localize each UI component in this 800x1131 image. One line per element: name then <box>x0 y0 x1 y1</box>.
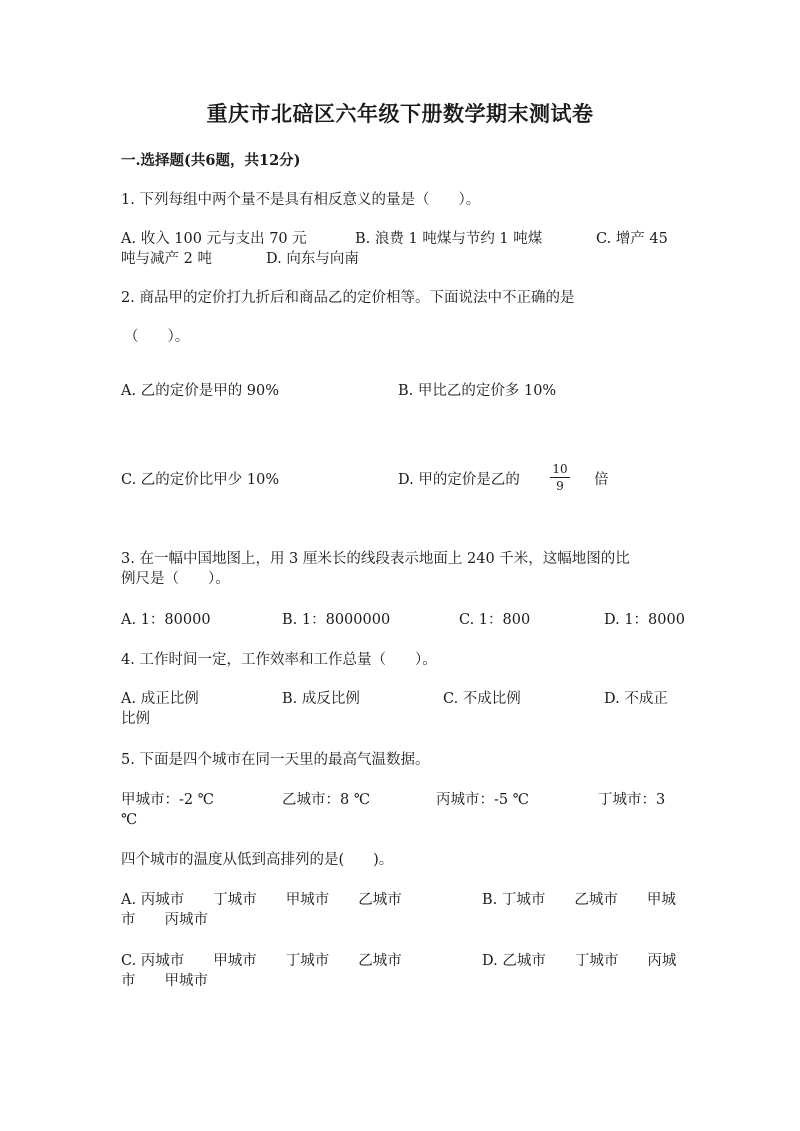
q4-option-a[interactable]: A. 成正比例 <box>121 691 199 707</box>
question-3-stem-continued: 例尺是（ ）。 <box>121 571 230 587</box>
q2-option-d-suffix: 倍 <box>594 472 609 488</box>
city-ding-temp-continued: ℃ <box>121 812 138 828</box>
question-3-stem: 3. 在一幅中国地图上，用 3 厘米长的线段表示地面上 240 千米，这幅地图的比 <box>121 551 630 567</box>
city-jia-temp: 甲城市：-2 ℃ <box>121 792 214 808</box>
q4-option-d-continued: 比例 <box>121 711 150 727</box>
fraction-numerator: 10 <box>552 462 568 476</box>
q4-option-b[interactable]: B. 成反比例 <box>282 691 360 707</box>
question-2-stem: 2. 商品甲的定价打九折后和商品乙的定价相等。下面说法中不正确的是 <box>121 290 575 306</box>
question-5-stem: 5. 下面是四个城市在同一天里的最高气温数据。 <box>121 752 430 768</box>
q5-option-d[interactable]: D. 乙城市 丁城市 丙城 <box>482 953 677 969</box>
q5-option-d-continued: 市 甲城市 <box>121 973 208 989</box>
question-5-question: 四个城市的温度从低到高排列的是( )。 <box>121 852 394 868</box>
city-bing-temp: 丙城市：-5 ℃ <box>436 792 529 808</box>
q2-option-b[interactable]: B. 甲比乙的定价多 10% <box>398 383 557 399</box>
q5-option-b[interactable]: B. 丁城市 乙城市 甲城 <box>482 892 676 908</box>
q5-option-b-continued: 市 丙城市 <box>121 912 208 928</box>
city-ding-temp: 丁城市：3 <box>598 792 666 808</box>
q1-option-c-continued: 吨与减产 2 吨 <box>121 251 212 267</box>
q4-option-c[interactable]: C. 不成比例 <box>443 691 521 707</box>
q4-option-d[interactable]: D. 不成正 <box>604 691 668 707</box>
q2-option-a[interactable]: A. 乙的定价是甲的 90% <box>121 383 280 399</box>
q1-option-a[interactable]: A. 收入 100 元与支出 70 元 <box>121 231 307 247</box>
q5-option-a[interactable]: A. 丙城市 丁城市 甲城市 乙城市 <box>121 892 402 908</box>
section-heading: 一.选择题(共6题，共12分) <box>121 152 301 169</box>
q1-option-c[interactable]: C. 增产 45 <box>596 231 668 247</box>
question-2-stem-continued: （ ）。 <box>124 329 190 345</box>
question-4-stem: 4. 工作时间一定，工作效率和工作总量（ ）。 <box>121 652 437 668</box>
q1-option-b[interactable]: B. 浪费 1 吨煤与节约 1 吨煤 <box>355 231 543 247</box>
fraction-denominator: 9 <box>556 479 564 493</box>
q2-option-d-fraction <box>550 462 570 493</box>
page-title: 重庆市北碚区六年级下册数学期末测试卷 <box>206 101 594 126</box>
q5-option-c[interactable]: C. 丙城市 甲城市 丁城市 乙城市 <box>121 953 402 969</box>
q2-option-c[interactable]: C. 乙的定价比甲少 10% <box>121 472 280 488</box>
q3-option-d[interactable]: D. 1：8000 <box>604 612 685 628</box>
q1-option-d[interactable]: D. 向东与向南 <box>266 251 359 267</box>
question-1-stem: 1. 下列每组中两个量不是具有相反意义的量是（ ）。 <box>121 192 481 208</box>
fraction-bar <box>550 477 570 478</box>
q2-option-d[interactable]: D. 甲的定价是乙的 <box>398 472 520 488</box>
q3-option-a[interactable]: A. 1：80000 <box>121 612 211 628</box>
q3-option-c[interactable]: C. 1：800 <box>459 612 531 628</box>
q3-option-b[interactable]: B. 1：8000000 <box>282 612 391 628</box>
city-yi-temp: 乙城市：8 ℃ <box>282 792 371 808</box>
